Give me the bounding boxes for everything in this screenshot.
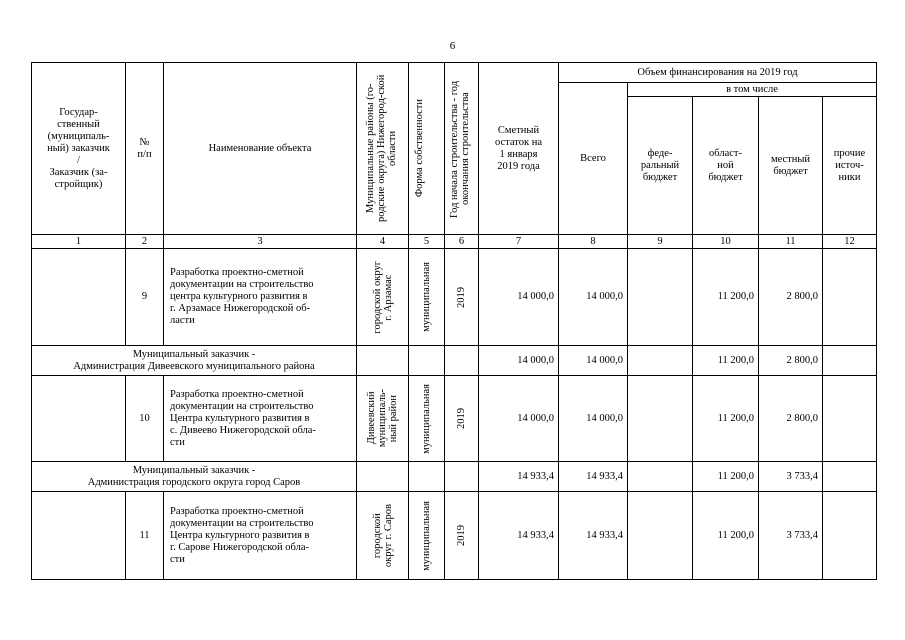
header-years: Год начала строительства - год окончания строительства	[445, 63, 479, 235]
ownership-cell	[409, 462, 445, 492]
page-number: 6	[449, 40, 456, 52]
column-number: 10	[693, 235, 759, 249]
column-number: 9	[628, 235, 693, 249]
district-cell	[357, 346, 409, 376]
header-balance: Сметный остаток на 1 января 2019 года	[479, 63, 559, 235]
customer-cell	[32, 376, 126, 462]
other-cell	[823, 492, 877, 580]
customer-cell	[32, 492, 126, 580]
column-number: 12	[823, 235, 877, 249]
column-number: 8	[559, 235, 628, 249]
column-number: 1	[32, 235, 126, 249]
header-row-1	[32, 63, 877, 83]
year-cell: 2019	[445, 376, 479, 462]
row-number: 11	[126, 492, 164, 580]
object-name: Разработка проектно-сметной документации на строительство Центра культурного развития в с. Дивеево Нижегородской обла- сти	[164, 376, 357, 462]
header-num: № п/п	[126, 63, 164, 235]
total-cell: 14 933,4	[559, 462, 628, 492]
total-cell: 14 000,0	[559, 346, 628, 376]
column-numbers-row	[32, 235, 877, 249]
regional-cell: 11 200,0	[693, 376, 759, 462]
group-customer-name: Муниципальный заказчик - Администрация городского округа город Саров	[32, 462, 357, 492]
header-federal: феде- ральный бюджет	[628, 97, 693, 235]
district-cell: городской округ г. Арзамас	[357, 249, 409, 346]
balance-cell: 14 000,0	[479, 346, 559, 376]
local-cell: 2 800,0	[759, 249, 823, 346]
header-funding: Объем финансирования на 2019 год	[559, 63, 877, 83]
financing-table	[31, 62, 877, 580]
group-row	[32, 346, 877, 376]
district-cell: Дивеевский муниципаль- ный район	[357, 376, 409, 462]
federal-cell	[628, 249, 693, 346]
object-name: Разработка проектно-сметной документации на строительство Центра культурного развития в г. Сарове Нижегородской обла- сти	[164, 492, 357, 580]
federal-cell	[628, 462, 693, 492]
year-cell	[445, 462, 479, 492]
column-number: 11	[759, 235, 823, 249]
other-cell	[823, 249, 877, 346]
header-customer: Государ- ственный (муниципаль- ный) заказчик / Заказчик (за- стройщик)	[32, 63, 126, 235]
header-district: Муниципальные районы (го-родские округа) Нижегород-ской области	[357, 63, 409, 235]
column-number: 3	[164, 235, 357, 249]
year-cell: 2019	[445, 492, 479, 580]
header-ownership: Форма собственности	[409, 63, 445, 235]
balance-cell: 14 933,4	[479, 492, 559, 580]
object-name: Разработка проектно-сметной документации на строительство центра культурного развития в г. Арзамасе Нижегородской об- ласти	[164, 249, 357, 346]
regional-cell: 11 200,0	[693, 462, 759, 492]
customer-cell	[32, 249, 126, 346]
header-name: Наименование объекта	[164, 63, 357, 235]
column-number: 4	[357, 235, 409, 249]
other-cell	[823, 376, 877, 462]
row-number: 10	[126, 376, 164, 462]
row-number: 9	[126, 249, 164, 346]
district-cell: городской округ г. Саров	[357, 492, 409, 580]
federal-cell	[628, 492, 693, 580]
local-cell: 3 733,4	[759, 462, 823, 492]
regional-cell: 11 200,0	[693, 346, 759, 376]
year-cell: 2019	[445, 249, 479, 346]
header-including: в том числе	[628, 83, 877, 97]
local-cell: 3 733,4	[759, 492, 823, 580]
header-total: Всего	[559, 83, 628, 235]
ownership-cell: муниципальная	[409, 249, 445, 346]
other-cell	[823, 346, 877, 376]
header-other: прочие источ- ники	[823, 97, 877, 235]
header-regional: област- ной бюджет	[693, 97, 759, 235]
balance-cell: 14 000,0	[479, 249, 559, 346]
column-number: 2	[126, 235, 164, 249]
ownership-cell	[409, 346, 445, 376]
ownership-cell: муниципальная	[409, 376, 445, 462]
column-number: 7	[479, 235, 559, 249]
balance-cell: 14 933,4	[479, 462, 559, 492]
federal-cell	[628, 376, 693, 462]
header-local: местный бюджет	[759, 97, 823, 235]
column-number: 6	[445, 235, 479, 249]
table-row	[32, 376, 877, 462]
total-cell: 14 000,0	[559, 376, 628, 462]
local-cell: 2 800,0	[759, 346, 823, 376]
column-number: 5	[409, 235, 445, 249]
balance-cell: 14 000,0	[479, 376, 559, 462]
district-cell	[357, 462, 409, 492]
table-row	[32, 492, 877, 580]
local-cell: 2 800,0	[759, 376, 823, 462]
table-row	[32, 249, 877, 346]
regional-cell: 11 200,0	[693, 249, 759, 346]
ownership-cell: муниципальная	[409, 492, 445, 580]
total-cell: 14 933,4	[559, 492, 628, 580]
regional-cell: 11 200,0	[693, 492, 759, 580]
group-row	[32, 462, 877, 492]
other-cell	[823, 462, 877, 492]
year-cell	[445, 346, 479, 376]
federal-cell	[628, 346, 693, 376]
total-cell: 14 000,0	[559, 249, 628, 346]
group-customer-name: Муниципальный заказчик - Администрация Дивеевского муниципального района	[32, 346, 357, 376]
